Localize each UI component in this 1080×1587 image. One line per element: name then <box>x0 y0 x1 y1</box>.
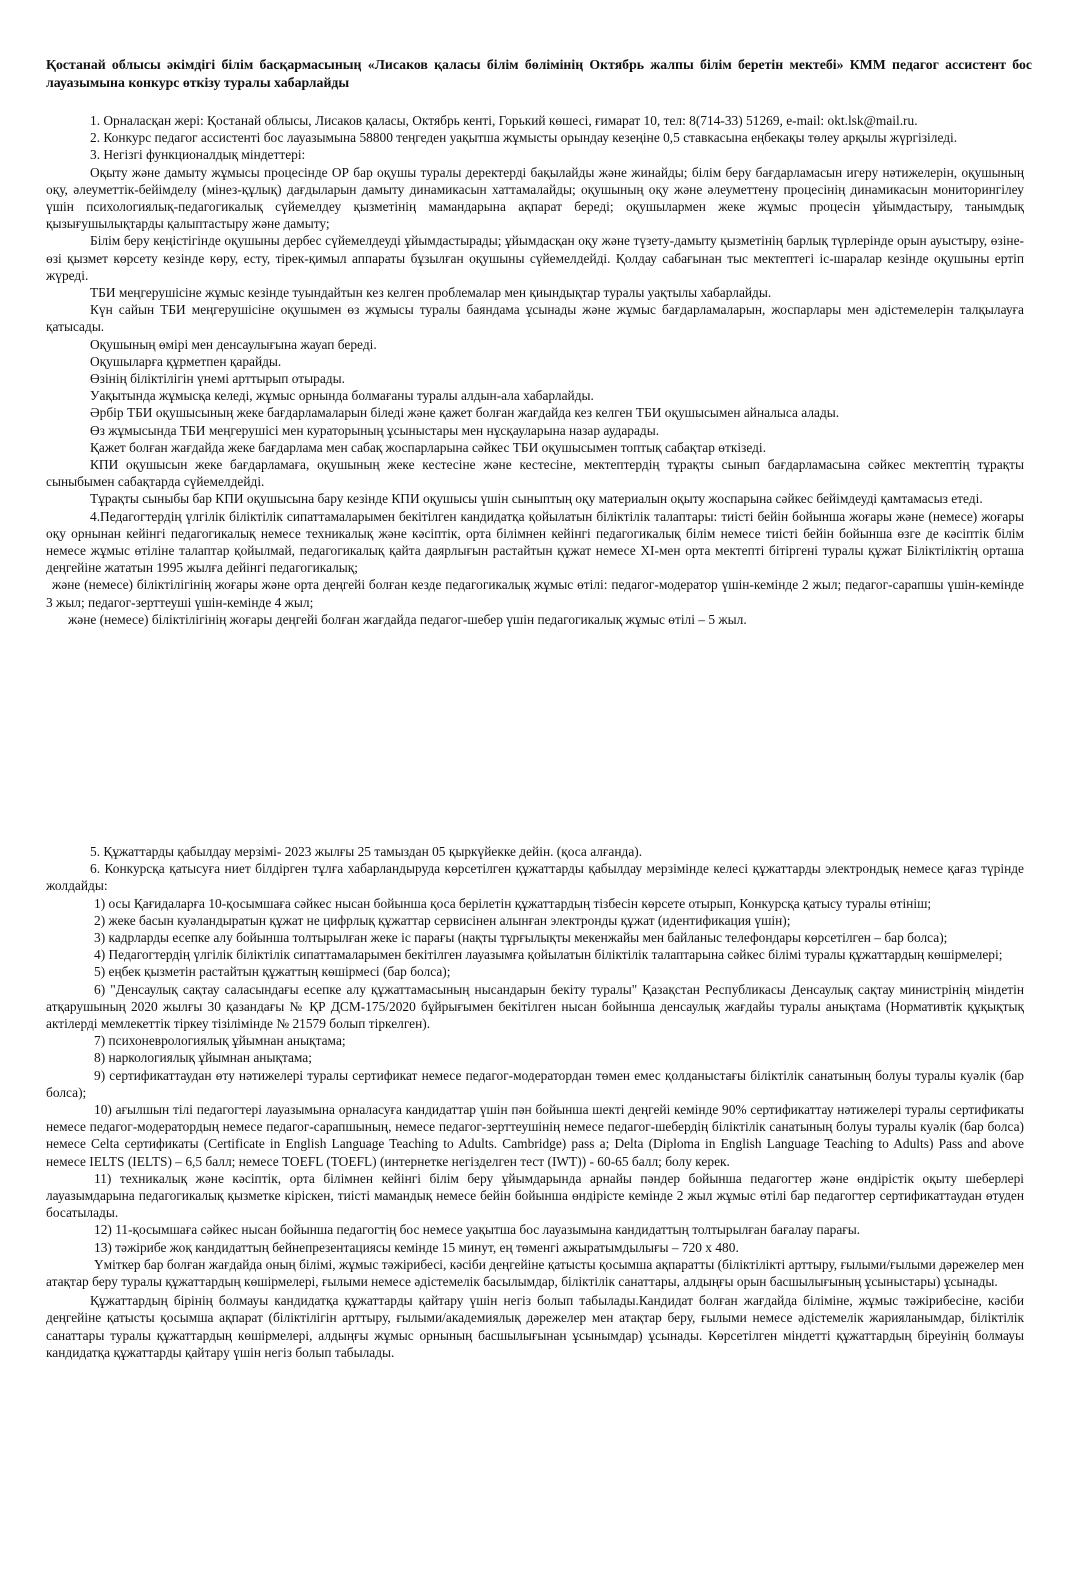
section-requirements <box>46 112 1024 628</box>
list-item-document: 3) кадрларды есепке алу бойынша толтырылған жеке іс парағы (нақты тұрғылықты мекенжайы мен байланыс телефондары көрсетілген – бар болса); <box>94 930 948 946</box>
paragraph-duty: Өз жұмысында ТБИ меңгерушісі мен кураторының ұсыныстары мен нұсқауларына назар аударады. <box>90 422 660 438</box>
list-item-document: 2) жеке басын куәландыратын құжат не цифрлық құжаттар сервисінен алынған электронды құжат (идентификация үшін); <box>94 912 791 928</box>
paragraph-deadline: 5. Құжаттарды қабылдау мерзімі- 2023 жылғы 25 тамыздан 05 қыркүйекке дейін. (қоса алғанда). <box>90 844 643 859</box>
paragraph-salary: 2. Конкурс педагог ассистенті бос лауазымына 58800 теңгеден уақытша жұмысты орындау кезеңіне 0,5 ставкасына еңбекақы төлеу арқылы жүргізіледі. <box>90 130 958 146</box>
paragraph-location: 1. Орналасқан жері: Қостанай облысы, Лисаков қаласы, Октябрь кенті, Горький көшесі, ғимарат 10, тел: 8(714-33) 51269, e-mail: okt.lsk@mail.ru. <box>90 113 918 128</box>
paragraph-additional-info: Үміткер бар болған жағдайда оның білімі, жұмыс тәжірибесі, кәсіби деңгейіне қатысты қосымша ақпаратты (біліктілікті арттыру, ғылыми/ғылыми дәрежелер мен атақтар беру туралы құжаттардың көшірмелері, ғылыми немесе әдістемелік басылымдар, біліктілік санаттары, алдыңғы орын басшылығының ұсыныстары) ұсынады. <box>46 1256 1024 1290</box>
paragraph-duty: Оқушының өмірі мен денсаулығына жауап береді. <box>90 336 377 352</box>
list-item-document: 8) наркологиялық ұйымнан анықтама; <box>94 1050 312 1066</box>
paragraph-duty: Өзінің біліктілігін үнемі арттырып отырады. <box>90 371 345 387</box>
paragraph-duty: Оқыту және дамыту жұмысы процесінде ОР бар оқушы туралы деректерді бақылайды және жинайды; білім беру бағдарламасын игеру нәтижелерін, оқушының оқу, әлеуметтік-бейімделу (мінез-құлық) дағдыларын дамыту динамикасын хаттамалайды; оқушының оқу және әлеуметтену процесінің динамикасын мониторингілеу үшін психологиялық-педагогикалық сүйемелдеу қызметінің мамандарына ақпарат береді; оқушылармен жеке жұмыс процесін ұйымдастыру, танымдық қызығушылықтарды қалыптастыру және дамыту; <box>46 164 1024 232</box>
paragraph-duty: Күн сайын ТБИ меңгерушісіне оқушымен өз жұмысы туралы баяндама ұсынады және жұмыс бағдарламаларын, жоспарлары мен әдістемелерін талқылауға қатысады. <box>46 302 1024 335</box>
paragraph-duty: Уақытында жұмысқа келеді, жұмыс орнында болмағаны туралы алдын-ала хабарлайды. <box>90 388 594 404</box>
list-item-document: 10) ағылшын тілі педагогтері лауазымына орналасуға кандидаттар үшін пән бойынша шекті деңгейі кемінде 90% сертификаттау нәтижелері туралы сертификаты немесе педагог-модератордың немесе педагог-сарапшының, немесе педагог-зерттеушінің немесе педагог-шебердің біліктілік санатының болуы туралы куәлік (бар болса) немесе Celta сертификаты (Certificate in English Language Teaching to Adults. Cambridge) pass a; Delta (Diploma in English Language Teaching to Adults) Pass and above немесе IELTS (IELTS) – 6,5 балл; немесе TOEFL (TOEFL) (интернетке негізделген тест (IWT)) - 60-65 балл; болу керек. <box>46 1102 1024 1169</box>
paragraph-missing-documents: Құжаттардың бірінің болмауы кандидатқа құжаттарды қайтару үшін негіз болып табылады.Кандидат болған жағдайда біліміне, жұмыс тәжірибесіне, кәсіби деңгейіне қатысты қосымша ақпарат (біліктілігін арттыру, ғылыми/академиялық дәрежелер мен атақтар беру, ғылыми немесе әдістемелік жарияланымдар, біліктілік санаттары туралы құжаттардың көшірмелері, алдыңғы жұмыс орнының басшылығынан ұсынымдар) ұсынады. Көрсетілген міндетті құжаттардың біреуінің болмауы кандидатқа құжаттарды қайтару үшін негіз болып табылады. <box>46 1293 1024 1360</box>
list-item-document: 4) Педагогтердің үлгілік біліктілік сипаттамаларымен бекітілген лауазымға қойылатын біліктілік талаптарына сәйкес білімі туралы құжаттардың көшірмелері; <box>94 947 1003 963</box>
paragraph-duty: КПИ оқушысын жеке бағдарламаға, оқушының жеке кестесіне және кестесіне, мектептердің тұрақты сынып бағдарламасына сәйкес мектептің тұрақты сыныбымен сабақтарда сүйемелдейді. <box>46 457 1024 490</box>
paragraph-documents-intro: 6. Конкурсқа қатысуға ниет білдірген тұлға хабарландыруда көрсетілген құжаттарды қабылдау мерзімінде келесі құжаттарды электрондық немесе қағаз түрінде жолдайды: <box>46 861 1024 894</box>
paragraph-duty: Қажет болған жағдайда жеке бағдарлама мен сабақ жоспарларына сәйкес ТБИ оқушысымен топтық сабақтар өткізеді. <box>90 439 766 455</box>
list-item-document: 12) 11-қосымшаға сәйкес нысан бойынша педагогтің бос немесе уақытша бос лауазымына кандидаттың толтырылған бағалау парағы. <box>94 1222 861 1238</box>
paragraph-master-experience: және (немесе) біліктілігінің жоғары деңгейі болған жағдайда педагог-шебер үшін педагогикалық жұмыс өтілі – 5 жыл. <box>68 611 747 627</box>
document-title: Қостанай облысы әкімдігі білім басқармасының «Лисаков қаласы білім бөлімінің Октябрь жалпы білім беретін мектебі» КММ педагог ассистент бос лауазымына конкурс өткізу туралы хабарлайды <box>46 57 1032 90</box>
list-item-document: 1) осы Қағидаларға 10-қосымшаға сәйкес нысан бойынша қоса берілетін құжаттардың тізбесін көрсете отырып, Конкурсқа қатысу туралы өтініш; <box>94 895 932 911</box>
paragraph-duty: ТБИ меңгерушісіне жұмыс кезінде туындайтын кез келген проблемалар мен қиындықтар туралы уақтылы хабарлайды. <box>90 285 772 301</box>
paragraph-duty: Білім беру кеңістігінде оқушыны дербес сүйемелдеуді ұйымдастырады; ұйымдасқан оқу және түзету-дамыту қызметінің барлық түрлерінде орын ауыстыру, өзіне-өзі қызмет көрсету кезінде көру, есту, тірек-қимыл аппараты бұзылған оқушыны сүйемелдейді. Қолдау сабағынан тыс мектептегі іс-шаралар кезінде оқушыны ертіп жүреді. <box>46 233 1024 283</box>
list-item-document: 9) сертификаттаудан өту нәтижелері туралы сертификат немесе педагог-модератордан төмен емес қолданыстағы біліктілік санатының болуы туралы куәлік (бар болса); <box>46 1067 1024 1100</box>
list-item-document: 11) техникалық және кәсіптік, орта білімнен кейінгі білім беру ұйымдарында арнайы пәндер бойынша педагогтер және өндірістік оқыту шеберлері лауазымдарына педагогикалық қызметке кіріскен, тиісті мамандық немесе бейін бойынша өндірісте кемінде 2 жыл жұмыс өтілі бар педагогтер сертификаттаудан өтуден босатылады. <box>46 1170 1024 1221</box>
paragraph-duty: Оқушыларға құрметпен қарайды. <box>90 353 282 369</box>
paragraph-duties-heading: 3. Негізгі функционалдық міндеттері: <box>90 147 306 163</box>
list-item-document: 7) психоневрологиялық ұйымнан анықтама; <box>94 1033 346 1049</box>
paragraph-experience-levels: және (немесе) біліктілігінің жоғары және орта деңгейі болған кезде педагогикалық жұмыс өтілі: педагог-модератор үшін-кемінде 2 жыл; педагог-сарапшы үшін-кемінде 3 жыл; педагог-зерттеуші үшін-кемінде 4 жыл; <box>46 577 1024 610</box>
list-item-document: 5) еңбек қызметін растайтын құжаттың көшірмесі (бар болса); <box>94 964 451 980</box>
section-documents <box>46 843 1024 1361</box>
list-item-document: 13) тәжірибе жоқ кандидаттың бейнепрезентациясы кемінде 15 минут, ең төменгі ажыратымдылығы – 720 x 480. <box>94 1239 739 1255</box>
paragraph-qualification-requirements: 4.Педагогтердің үлгілік біліктілік сипаттамаларымен бекітілген кандидатқа қойылатын біліктілік талаптары: тиісті бейін бойынша жоғары және (немесе) жоғары оқу орнынан кейінгі педагогикалық немесе техникалық және кәсіптік, орта білімнен кейінгі педагогикалық білім немесе тиісті бейін бойынша өзге де кәсіптік білім немесе жұмыс өтіліне талаптар қойылмай, педагогикалық қайта даярлығын растайтын құжат немесе XI-мен орта мектепті бітіргені туралы құжат Біліктіліктің орташа деңгейіне жататын 1995 жылға дейінгі педагогикалық; <box>46 508 1024 576</box>
paragraph-duty: Тұрақты сыныбы бар КПИ оқушысына бару кезінде КПИ оқушысы үшін сыныптың оқу материалын оқыту жоспарына сәйкес бейімдеуді қамтамасыз етеді. <box>90 491 983 507</box>
list-item-document: 6) "Денсаулық сақтау саласындағы есепке алу құжаттамасының нысандарын бекіту туралы" Қазақстан Республикасы Денсаулық сақтау министрінің міндетін атқарушының 2020 жылғы 30 қазандағы № ҚР ДСМ-175/2020 бұйрығымен бекітілген нысан бойынша денсаулық жағдайы туралы анықтама (Нормативтік құқықтық актілерді мемлекеттік тіркеу тізілімінде № 21579 болып тіркелген). <box>46 981 1024 1032</box>
paragraph-duty: Әрбір ТБИ оқушысының жеке бағдарламаларын біледі және қажет болған жағдайда кез келген ТБИ оқушысымен айналыса алады. <box>90 405 840 421</box>
